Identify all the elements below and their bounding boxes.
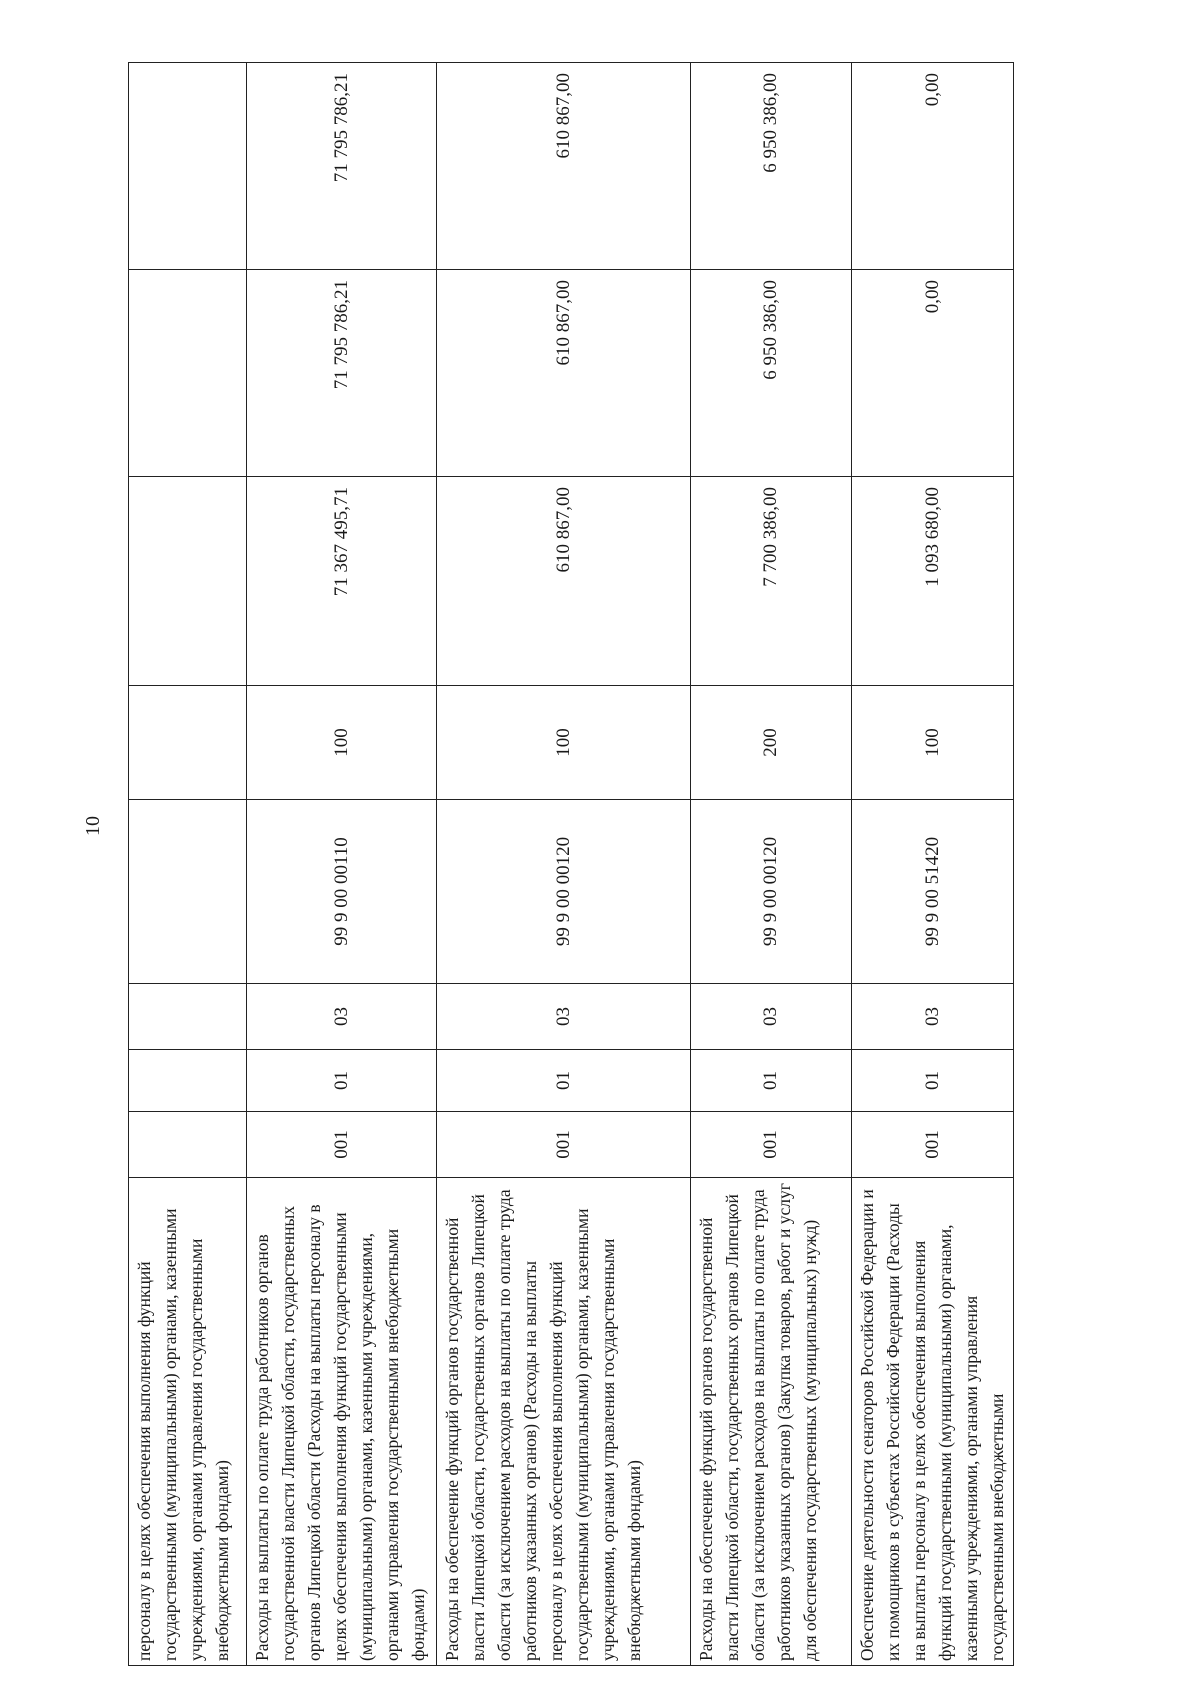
amount-year-1: 1 093 680,00 xyxy=(852,477,1014,686)
grbs-code: 001 xyxy=(852,1112,1014,1178)
expense-type-code: 100 xyxy=(437,686,691,800)
subsection-code: 03 xyxy=(437,984,691,1050)
amount-year-1: 610 867,00 xyxy=(437,477,691,686)
expense-type-code xyxy=(129,686,247,800)
grbs-code: 001 xyxy=(691,1112,852,1178)
table-row xyxy=(129,63,247,1666)
section-code xyxy=(129,1050,247,1112)
row-description: персоналу в целях обеспечения выполнения функций государственными (муниципальными) органами, казенными учреждениями, органами управления государственными внебюджетными фондами) xyxy=(129,1178,247,1666)
amount-year-3 xyxy=(129,63,247,270)
row-description: Расходы на обеспечение функций органов государственной власти Липецкой области, государственных органов Липецкой области (за исключением расходов на выплаты по оплате труда работников указанных органов) (Закупка товаров, работ и услуг для обеспечения государственных (муниципальных) нужд) xyxy=(691,1178,852,1666)
amount-year-2: 610 867,00 xyxy=(437,270,691,477)
section-code: 01 xyxy=(852,1050,1014,1112)
section-code: 01 xyxy=(247,1050,437,1112)
amount-year-1 xyxy=(129,477,247,686)
amount-year-1: 71 367 495,71 xyxy=(247,477,437,686)
subsection-code: 03 xyxy=(691,984,852,1050)
table-row xyxy=(437,63,691,1666)
table-row xyxy=(691,63,852,1666)
row-description: Обеспечение деятельности сенаторов Российской Федерации и их помощников в субъектах Российской Федерации (Расходы на выплаты персоналу в целях обеспечения выполнения функций государственными (муниципальными) органами, казенными учреждениями, органами управления государственными внебюджетными xyxy=(852,1178,1014,1666)
amount-year-2: 0,00 xyxy=(852,270,1014,477)
subsection-code: 03 xyxy=(247,984,437,1050)
amount-year-3: 610 867,00 xyxy=(437,63,691,270)
page-number: 10 xyxy=(82,816,104,836)
budget-table xyxy=(128,62,1014,1666)
row-description: Расходы на обеспечение функций органов государственной власти Липецкой области, государственных органов Липецкой области (за исключением расходов на выплаты по оплате труда работников указанных органов) (Расходы на выплаты персоналу в целях обеспечения выполнения функций государственными (муниципальными) органами, казенными учреждениями, органами управления государственными внебюджетными фондами) xyxy=(437,1178,691,1666)
subsection-code xyxy=(129,984,247,1050)
target-article-code: 99 9 00 00110 xyxy=(247,800,437,984)
table-row xyxy=(247,63,437,1666)
budget-table-rotated xyxy=(128,63,1076,1666)
grbs-code xyxy=(129,1112,247,1178)
section-code: 01 xyxy=(437,1050,691,1112)
section-code: 01 xyxy=(691,1050,852,1112)
amount-year-1: 7 700 386,00 xyxy=(691,477,852,686)
target-article-code: 99 9 00 00120 xyxy=(437,800,691,984)
expense-type-code: 100 xyxy=(852,686,1014,800)
expense-type-code: 200 xyxy=(691,686,852,800)
grbs-code: 001 xyxy=(247,1112,437,1178)
subsection-code: 03 xyxy=(852,984,1014,1050)
grbs-code: 001 xyxy=(437,1112,691,1178)
amount-year-2 xyxy=(129,270,247,477)
row-description: Расходы на выплаты по оплате труда работников органов государственной власти Липецкой области, государственных органов Липецкой области (Расходы на выплаты персоналу в целях обеспечения выполнения функций государственными (муниципальными) органами, казенными учреждениями, органами управления государственными внебюджетными фондами) xyxy=(247,1178,437,1666)
amount-year-3: 71 795 786,21 xyxy=(247,63,437,270)
table-row xyxy=(852,63,1014,1666)
target-article-code xyxy=(129,800,247,984)
amount-year-2: 6 950 386,00 xyxy=(691,270,852,477)
target-article-code: 99 9 00 00120 xyxy=(691,800,852,984)
amount-year-2: 71 795 786,21 xyxy=(247,270,437,477)
amount-year-3: 6 950 386,00 xyxy=(691,63,852,270)
expense-type-code: 100 xyxy=(247,686,437,800)
amount-year-3: 0,00 xyxy=(852,63,1014,270)
target-article-code: 99 9 00 51420 xyxy=(852,800,1014,984)
